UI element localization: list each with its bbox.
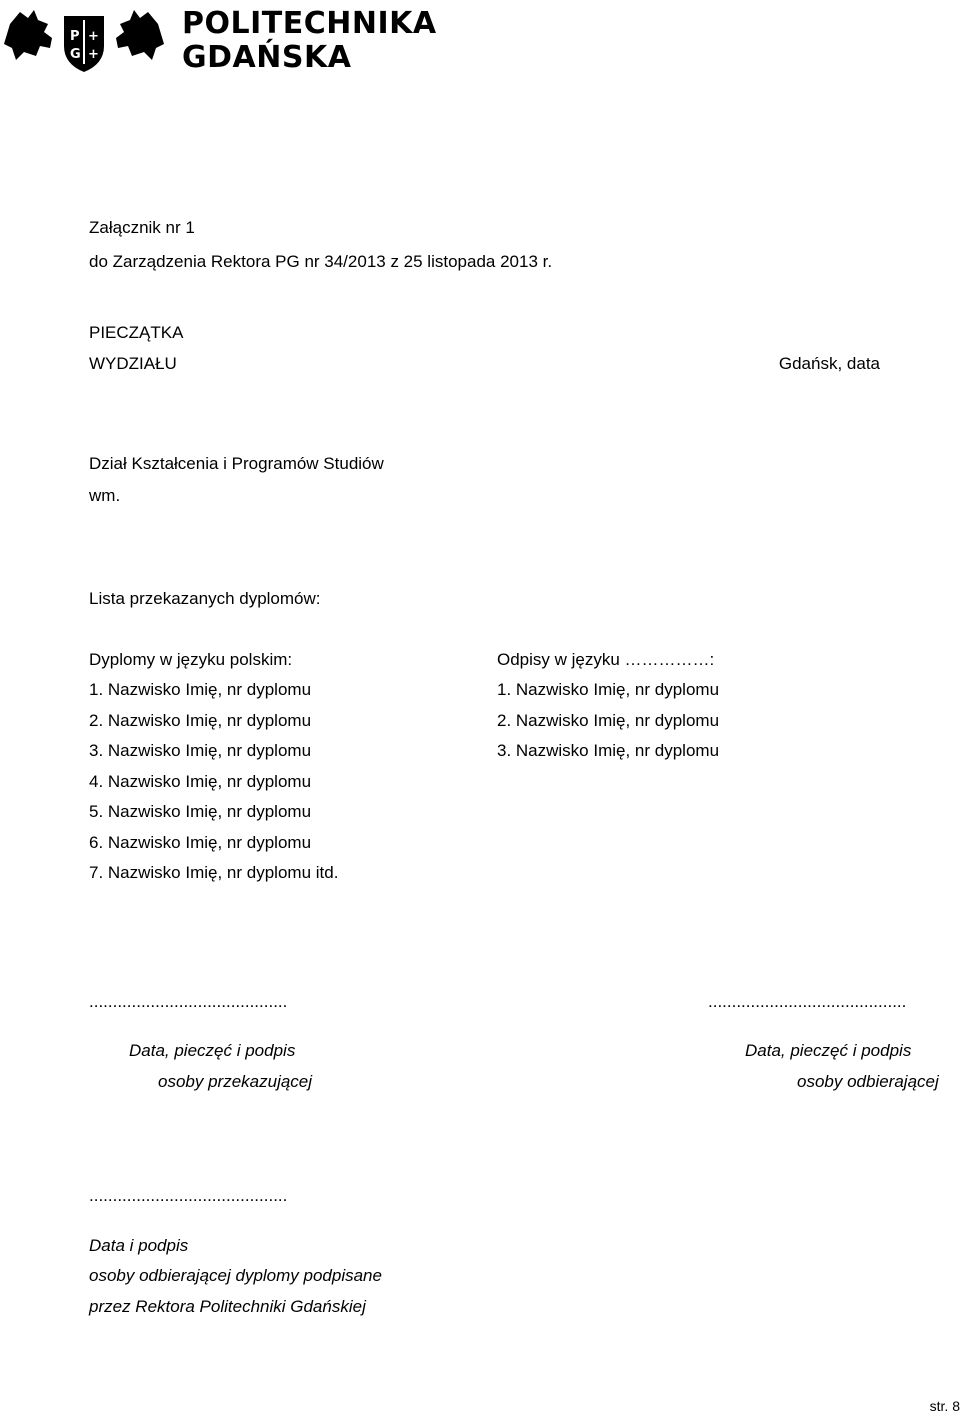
page-number: str. 8 [929, 1398, 960, 1414]
list-item: 1. Nazwisko Imię, nr dyplomu [497, 680, 720, 699]
svg-text:P: P [70, 29, 80, 44]
right-signature-caption-2: osoby odbierającej [797, 1072, 939, 1091]
final-caption-1: Data i podpis [89, 1236, 189, 1255]
attachment-number: Załącznik nr 1 [89, 218, 195, 237]
svg-text:+: + [88, 47, 99, 62]
brand-name-line2: GDAŃSKA [182, 40, 352, 75]
list-item: 3. Nazwisko Imię, nr dyplomu [497, 741, 720, 760]
final-signature-line: .......................................... [89, 1186, 288, 1205]
list-item: 6. Nazwisko Imię, nr dyplomu [89, 833, 312, 852]
place-date: Gdańsk, data [778, 354, 880, 373]
list-title: Lista przekazanych dyplomów: [89, 589, 321, 608]
stamp-label-line1: PIECZĄTKA [89, 323, 184, 342]
signature-line-right: .......................................... [708, 992, 907, 1011]
list-item: 2. Nazwisko Imię, nr dyplomu [89, 711, 312, 730]
left-signature-caption-2: osoby przekazującej [158, 1072, 313, 1091]
recipient-line2: wm. [89, 486, 121, 505]
final-caption-2: osoby odbierającej dyplomy podpisane [89, 1266, 382, 1285]
recipient-line1: Dział Kształcenia i Programów Studiów [89, 454, 384, 473]
list-item: 4. Nazwisko Imię, nr dyplomu [89, 772, 312, 791]
list-item: 1. Nazwisko Imię, nr dyplomu [89, 680, 312, 699]
stamp-label-line2: WYDZIAŁU [89, 354, 177, 373]
copies-heading: Odpisy w języku ……………: [497, 650, 715, 669]
list-item: 3. Nazwisko Imię, nr dyplomu [89, 741, 312, 760]
signature-line-left: .......................................... [89, 992, 288, 1011]
final-caption-3: przez Rektora Politechniki Gdańskiej [89, 1297, 366, 1316]
svg-text:+: + [88, 29, 99, 44]
ordinance-reference: do Zarządzenia Rektora PG nr 34/2013 z 25 listopada 2013 r. [89, 252, 553, 271]
svg-text:G: G [70, 47, 81, 62]
right-signature-caption-1: Data, pieczęć i podpis [745, 1041, 912, 1060]
list-item: 2. Nazwisko Imię, nr dyplomu [497, 711, 720, 730]
list-item: 7. Nazwisko Imię, nr dyplomu itd. [89, 863, 339, 882]
polish-diplomas-heading: Dyplomy w języku polskim: [89, 650, 293, 669]
brand-name-line1: POLITECHNIKA [182, 6, 437, 41]
list-item: 5. Nazwisko Imię, nr dyplomu [89, 802, 312, 821]
left-signature-caption-1: Data, pieczęć i podpis [129, 1041, 296, 1060]
